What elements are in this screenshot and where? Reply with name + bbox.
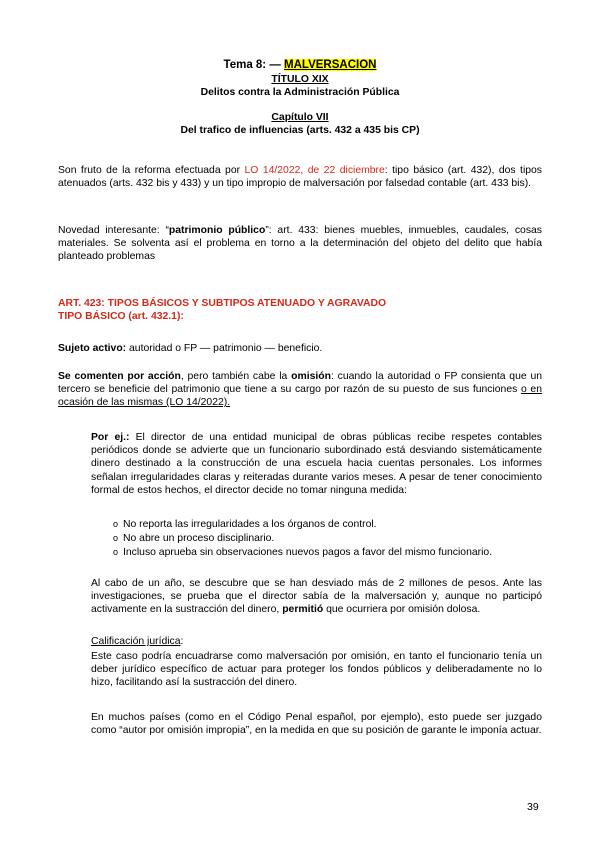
titulo-subheading: Delitos contra la Administración Pública <box>200 86 400 98</box>
intro-text-cont: : tipo básico (art. 432), dos tipos atenuados (arts. 432 bis y 433) y un tipo impropio de malversación por falsedad contable (art. 433 bis). <box>58 165 542 190</box>
section-heading <box>58 297 542 323</box>
example-paragraph <box>91 431 542 497</box>
art-423-heading: ART. 423: TIPOS BÁSICOS Y SUBTIPOS ATENUADO Y AGRAVADO <box>58 298 387 309</box>
intro-paragraph-1 <box>58 164 542 190</box>
example-text: El director de una entidad municipal de obras públicas recibe respetes contables periódicos donde se advierte que un funcionario subordinado está desviando sistemáticamente dinero destinado a la construcción de una escuela hacia cuentas personales. Los informes señalan irregularidades claras y reiteradas durante varios meses. A pesar de tener conocimiento formal de estos hechos, el director decide no tomar ninguna medida: <box>91 432 542 496</box>
example-label: Por ej.: <box>91 432 130 443</box>
law-reference-link: LO 14/2022, de 22 diciembre <box>244 165 385 176</box>
capitulo-subheading: Del trafico de influencias (arts. 432 a 435 bis CP) <box>180 125 420 137</box>
example-bullet-list <box>91 518 542 559</box>
permitio-term: permitió <box>282 604 324 616</box>
sujeto-activo-text: autoridad o FP — patrimonio — beneficio. <box>126 343 323 354</box>
list-item <box>91 546 542 560</box>
calificacion-label: Calificación jurídica <box>91 636 181 647</box>
bullet-text: No reporta las irregularidades a los órganos de control. <box>123 519 377 530</box>
calificacion-paragraph: Este caso podría encuadrarse como malversación por omisión, en tanto el funcionario tenía un deber jurídico específico de actuar para proteger los fondos públicos y deliberadamente no lo hizo, facilitando así la sustracción del dinero. <box>91 651 542 689</box>
sujeto-activo-label: Sujeto activo: <box>58 343 127 354</box>
example-outcome-paragraph <box>91 577 542 617</box>
patrimonio-publico-term: patrimonio público <box>168 225 266 236</box>
list-item <box>91 532 542 546</box>
document-header <box>58 58 542 137</box>
list-item <box>91 518 542 532</box>
final-paragraph: En muchos países (como en el Código Penal español, por ejemplo), esto puede ser juzgado como “autor por omisión impropia”, en la medida en que su posición de garante le imponía actuar. <box>91 712 542 737</box>
comision-text-cont: : cuando la autoridad o FP consienta que un tercero se beneficie del patrimonio que tiene a su cargo por razón de su puesto de sus funciones <box>58 371 543 396</box>
sujeto-activo-paragraph <box>58 342 542 355</box>
intro-text: Son fruto de la reforma efectuada por <box>58 165 245 176</box>
comision-text: , pero también cabe la <box>180 371 292 382</box>
bullet-text: No abre un proceso disciplinario. <box>123 532 275 544</box>
comision-paragraph <box>58 370 542 410</box>
bullet-marker: o <box>113 546 119 557</box>
novedad-text-cont: ”: art. 433: bienes muebles, inmuebles, caudales, cosas materiales. Se solventa así el problema en torno a la determinación del objeto del delito que había planteado problemas <box>58 225 542 263</box>
capitulo-heading: Capítulo VII <box>271 111 329 123</box>
novedad-text: Novedad interesante: “ <box>58 225 169 236</box>
omision-term: omisión <box>291 371 331 382</box>
page-number: 39 <box>527 801 539 813</box>
titulo-heading: TÍTULO XIX <box>271 73 329 85</box>
bullet-marker: o <box>113 519 119 529</box>
outcome-text-cont: que ocurriera por omisión dolosa. <box>323 604 481 616</box>
tema-highlight: MALVERSACION <box>284 59 377 71</box>
intro-paragraph-2 <box>58 224 542 264</box>
calificacion-heading <box>91 635 542 648</box>
tema-prefix: Tema 8: — <box>223 59 285 71</box>
comision-underlined: o en ocasión de las mismas (LO 14/2022). <box>58 384 542 409</box>
calificacion-colon: : <box>180 636 184 647</box>
bullet-marker: o <box>113 532 119 543</box>
bullet-text: Incluso aprueba sin observaciones nuevos pagos a favor del mismo funcionario. <box>123 546 493 558</box>
tema-title <box>58 58 542 73</box>
comision-bold: Se comenten por acción <box>58 371 181 382</box>
tipo-basico-heading: TIPO BÁSICO (art. 432.1): <box>58 311 184 323</box>
outcome-text: Al cabo de un año, se descubre que se han desviado más de 2 millones de pesos. Ante las investigaciones, se prueba que el director sabía de la malversación y, aunque no participó activamente en la sustracción del dinero, <box>91 578 542 616</box>
